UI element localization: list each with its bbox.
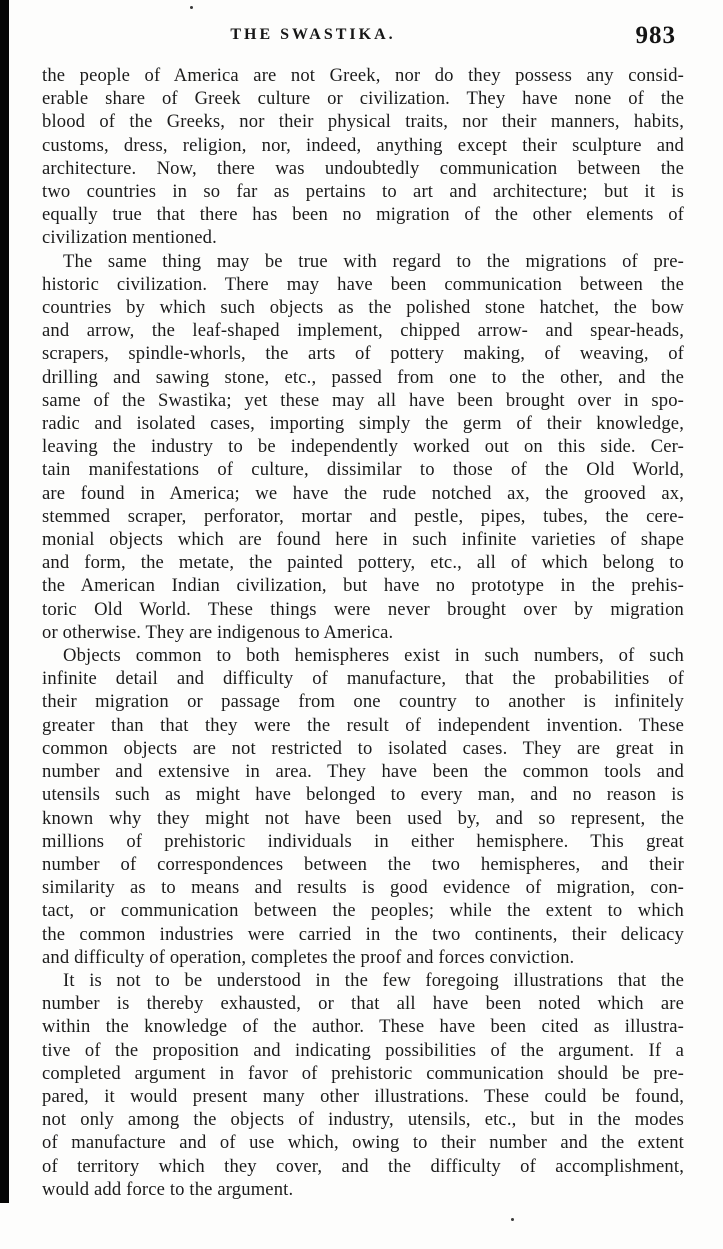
text-line: of territory which they cover, and the difficulty of accomplishment,: [42, 1155, 684, 1177]
text-line: same of the Swastika; yet these may all have been brought over in spo-: [42, 389, 684, 411]
text-line: similarity as to means and results is good evidence of migration, con-: [42, 877, 684, 899]
text-line: number is thereby exhausted, or that all have been noted which are: [42, 993, 684, 1015]
page-title: THE SWASTIKA.: [230, 26, 396, 43]
text-line: stemmed scraper, perforator, mortar and pestle, pipes, tubes, the cere-: [42, 505, 684, 527]
text-line: pared, it would present many other illustrations. These could be found,: [42, 1085, 684, 1107]
text-line: It is not to be understood in the few foregoing illustrations that the: [63, 969, 684, 991]
text-line: common objects are not restricted to isolated cases. They are great in: [42, 737, 684, 759]
text-line: architecture. Now, there was undoubtedly communication between the: [42, 157, 684, 179]
text-line: of manufacture and of use which, owing to their number and the extent: [42, 1132, 684, 1154]
text-line: two countries in so far as pertains to art and architecture; but it is: [42, 181, 684, 203]
text-line: tive of the proposition and indicating possibilities of the argument. If a: [42, 1039, 684, 1061]
scan-speck: [511, 1218, 514, 1221]
text-line: and difficulty of operation, completes the proof and forces conviction.: [42, 946, 575, 968]
text-line: greater than that they were the result of independent invention. These: [42, 714, 684, 736]
text-line: completed argument in favor of prehistoric communication should be pre-: [42, 1062, 684, 1084]
text-line: civilization mentioned.: [42, 227, 217, 249]
text-line: leaving the industry to be independently worked out on this side. Cer-: [42, 436, 684, 458]
text-line: infinite detail and difficulty of manufacture, that the probabilities of: [42, 668, 684, 690]
text-line: Objects common to both hemispheres exist in such numbers, of such: [63, 645, 684, 667]
text-line: and form, the metate, the painted pottery, etc., all of which belong to: [42, 552, 684, 574]
text-line: and arrow, the leaf-shaped implement, chipped arrow- and spear-heads,: [42, 320, 684, 342]
text-line: known why they might not have been used by, and so represent, the: [42, 807, 684, 829]
text-line: tact, or communication between the peoples; while the extent to which: [42, 900, 684, 922]
text-line: the American Indian civilization, but have no prototype in the prehis-: [42, 575, 684, 597]
text-line: equally true that there has been no migration of the other elements of: [42, 204, 684, 226]
text-line: utensils such as might have belonged to every man, and no reason is: [42, 784, 684, 806]
text-line: the people of America are not Greek, nor do they possess any consid-: [42, 65, 684, 86]
text-line: toric Old World. These things were never brought over by migration: [42, 598, 684, 620]
scan-speck: [190, 6, 193, 9]
text-line: scrapers, spindle-whorls, the arts of pottery making, of weaving, of: [42, 343, 684, 365]
page-number: 983: [635, 22, 676, 49]
text-line: millions of prehistoric individuals in either hemisphere. This great: [42, 830, 684, 852]
text-line: not only among the objects of industry, utensils, etc., but in the modes: [42, 1109, 684, 1131]
text-line: within the knowledge of the author. These have been cited as illustra-: [42, 1016, 684, 1038]
text-line: are found in America; we have the rude notched ax, the grooved ax,: [42, 482, 684, 504]
text-line: drilling and sawing stone, etc., passed from one to the other, and the: [42, 366, 684, 388]
text-line: or otherwise. They are indigenous to America.: [42, 621, 394, 643]
scan-edge-artifact: [0, 0, 9, 1203]
running-head: [42, 22, 684, 48]
text-line: erable share of Greek culture or civilization. They have none of the: [42, 88, 684, 110]
text-line: their migration or passage from one country to another is infinitely: [42, 691, 684, 713]
text-line: number and extensive in area. They have been the common tools and: [42, 761, 684, 783]
text-line: blood of the Greeks, nor their physical traits, nor their manners, habits,: [42, 111, 684, 133]
text-line: radic and isolated cases, importing simply the germ of their knowledge,: [42, 413, 684, 435]
text-line: The same thing may be true with regard to the migrations of pre-: [63, 250, 684, 272]
text-line: countries by which such objects as the polished stone hatchet, the bow: [42, 297, 684, 319]
text-line: tain manifestations of culture, dissimilar to those of the Old World,: [42, 459, 684, 481]
text-line: number of correspondences between the two hemispheres, and their: [42, 853, 684, 875]
text-line: historic civilization. There may have been communication between the: [42, 273, 684, 295]
text-line: monial objects which are found here in such infinite varieties of shape: [42, 529, 684, 551]
text-line: would add force to the argument.: [42, 1178, 294, 1200]
text-line: the common industries were carried in the two continents, their delicacy: [42, 923, 684, 945]
page-body: [42, 64, 684, 1201]
text-line: customs, dress, religion, nor, indeed, anything except their sculpture and: [42, 134, 684, 156]
